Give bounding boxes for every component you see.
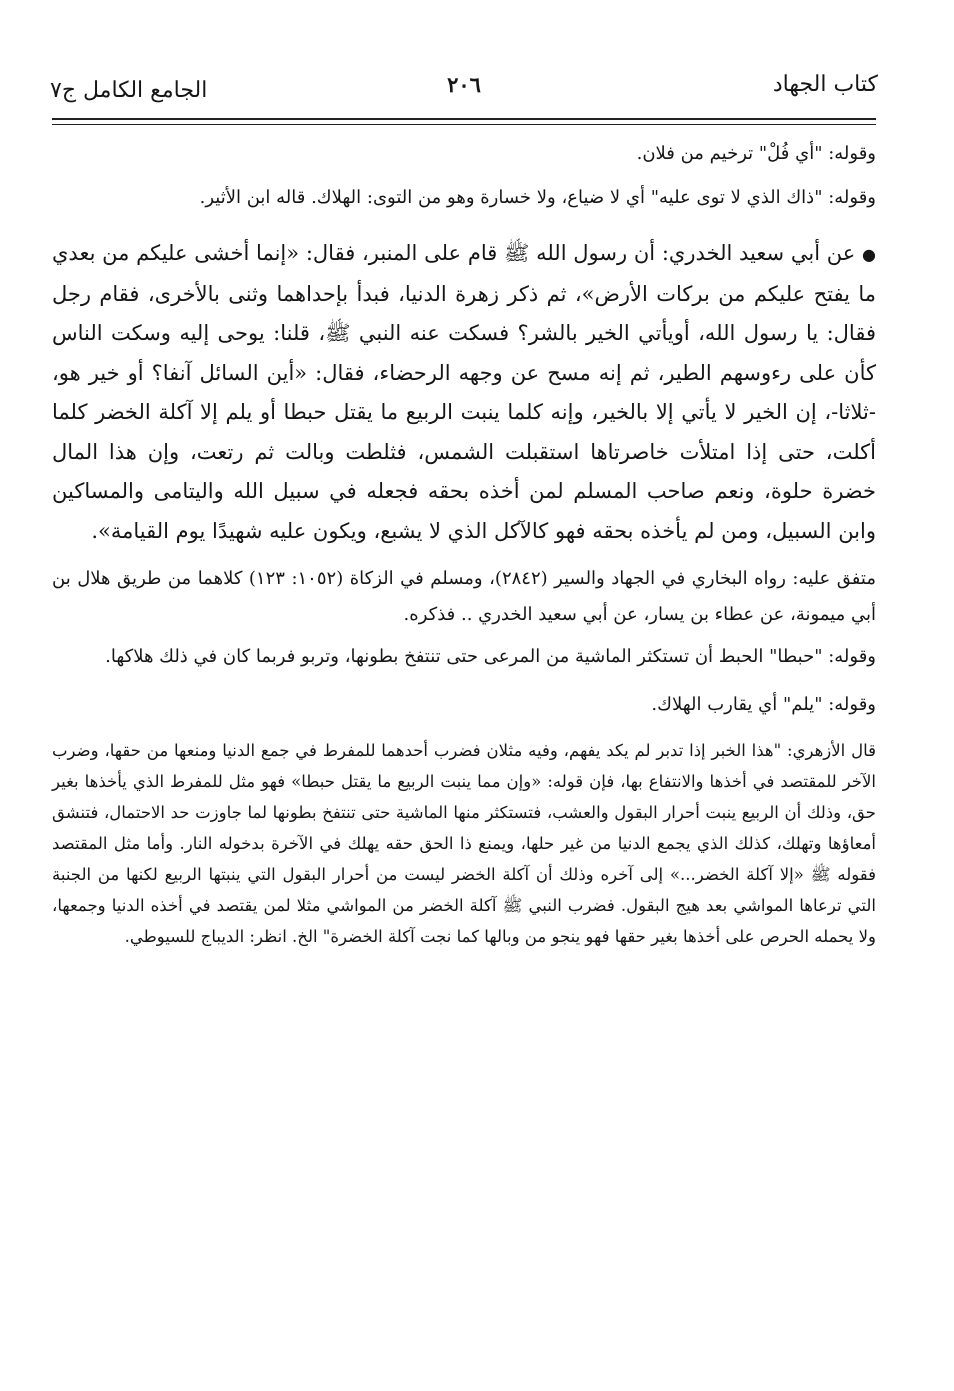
hadith-text: عن أبي سعيد الخدري: أن رسول الله ﷺ قام على المنبر، فقال: «إنما أخشى عليكم من بعدي ما يفتح عليكم من بركات الأرض»، ثم ذكر زهرة الدنيا، فبدأ بإحداهما وثنى بالأخرى، فقام رجل فقال: يا رسول الله، أويأتي الخير بالشر؟ فسكت عنه النبي ﷺ، قلنا: يوحى إليه وسكت الناس كأن على رءوسهم الطير، ثم إنه مسح عن وجهه الرحضاء، فقال: «أين السائل آنفا؟ أو خير هو، -ثلاثا-، إن الخير لا يأتي إلا بالخير، وإنه كلما ينبت الربيع ما يقتل حبطا أو يلم إلا آكلة الخضر كلما أكلت، حتى إذا امتلأت خاصرتاها استقبلت الشمس، فثلطت وبالت ثم رتعت، وإن هذا المال خضرة حلوة، ونعم صاحب المسلم لمن أخذه بحقه فجعله في سبيل الله واليتامى والمساكين وابن السبيل، ومن لم يأخذه بحقه فهو كالآكل الذي لا يشبع، ويكون عليه شهيدًا يوم القيامة». <box>52 241 876 543</box>
page-header <box>50 72 878 112</box>
page-body <box>52 136 876 952</box>
book-title: الجامع الكامل ج٧ <box>50 78 208 103</box>
hadith-paragraph <box>52 234 876 551</box>
commentary-paragraph: وقوله: "ذاك الذي لا توى عليه" أي لا ضياع، ولا خسارة وهو من التوى: الهلاك. قاله ابن الأثير. <box>199 187 876 208</box>
commentary-paragraph: وقوله: "يلم" أي يقارب الهلاك. <box>651 694 876 715</box>
commentary-paragraph: وقوله: "أي فُلْ" ترخيم من فلان. <box>636 143 876 164</box>
bullet-icon: ● <box>861 245 876 264</box>
commentary-paragraph: وقوله: "حبطا" الحبط أن تستكثر الماشية من المرعى حتى تنتفخ بطونها، وتربو فربما كان في ذلك هلاكها. <box>105 646 876 667</box>
chapter-title: كتاب الجهاد <box>772 72 878 97</box>
page-number: ٢٠٦ <box>447 72 481 97</box>
takhrij-paragraph: متفق عليه: رواه البخاري في الجهاد والسير (٢٨٤٢)، ومسلم في الزكاة (١٠٥٢: ١٢٣) كلاهما من طريق هلال بن أبي ميمونة، عن عطاء بن يسار، عن أبي سعيد الخدري .. فذكره. <box>52 568 876 625</box>
commentary-paragraph: قال الأزهري: "هذا الخبر إذا تدبر لم يكد يفهم، وفيه مثلان فضرب أحدهما للمفرط في جمع الدنيا ومنعها من حقها، وضرب الآخر للمقتصد في أخذها والانتفاع بها، فإن قوله: «وإن مما ينبت الربيع ما يقتل حبطا» فهو مثل للمفرط الذي يأخذها بغير حق، وذلك أن الربيع ينبت أحرار البقول والعشب، فتستكثر منها الماشية حتى تنتفخ بطونها لما جاوزت حد الاحتمال، فتنشق أمعاؤها وتهلك، كذلك الذي يجمع الدنيا من غير حلها، ويمنع ذا الحق حقه يهلك في الآخرة بدخوله النار. وأما مثل المقتصد فقوله ﷺ «إلا آكلة الخضر...» إلى آخره وذلك أن آكلة الخضر ليست من أحرار البقول التي ينبتها الربيع لكنها من الجنبة التي ترعاها المواشي بعد هيج البقول. فضرب النبي ﷺ آكلة الخضر من المواشي مثلا لمن يقتصد في أخذه الدنيا وجمعها، ولا يحمله الحرص على أخذها بغير حقها فهو ينجو من وبالها كما نجت آكلة الخضرة" الخ. انظر: الديباج للسيوطي. <box>52 741 876 946</box>
header-rule-thick <box>52 118 876 120</box>
header-rule-thin <box>52 124 876 125</box>
